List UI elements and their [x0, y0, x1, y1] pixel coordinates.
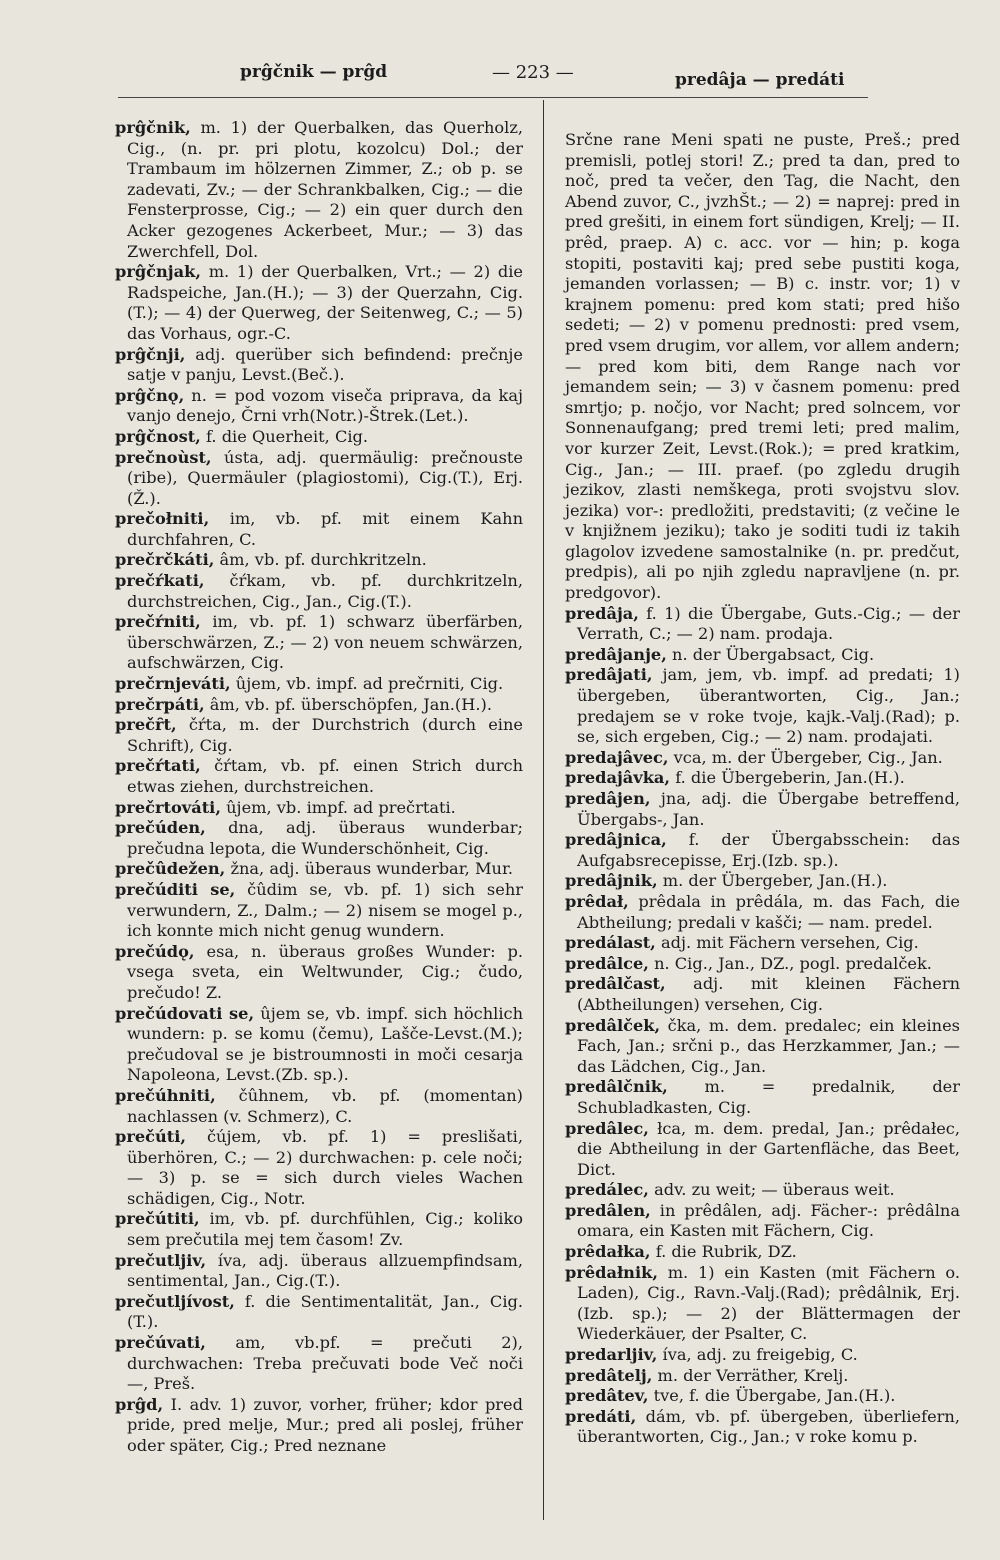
entry-headword: prêdał,	[565, 891, 629, 911]
entry-headword: predálec,	[565, 1180, 649, 1200]
entry-definition: adv. zu weit; — überaus weit.	[654, 1180, 895, 1200]
entry-headword: predálast,	[565, 933, 656, 953]
dictionary-entry	[115, 571, 523, 612]
entry-definition: čka, m. dem. predalec; ein kleines Fach, Jan.; srčni p., das Herzkammer, Jan.; — das Lädchen, Cig., Jan.	[577, 1015, 960, 1076]
entry-definition: dna, adj. überaus wunderbar; prečudna lepota, die Wunderschönheit, Cig.	[127, 818, 523, 858]
entry-definition: íva, adj. zu freigebig, C.	[662, 1345, 858, 1365]
entry-headword: prečutljiv,	[115, 1250, 207, 1270]
dictionary-entry	[565, 1386, 960, 1407]
entry-definition: m. = predalnik, der Schubladkasten, Cig.	[577, 1077, 960, 1117]
entry-definition: íva, adj. überaus allzuempfindsam, sentimental, Jan., Cig.(T.).	[127, 1250, 523, 1291]
entry-headword: predajâvka,	[565, 768, 671, 788]
entry-definition: f. die Querheit, Cig.	[205, 426, 369, 446]
entry-definition: m. der Übergeber, Jan.(H.).	[662, 871, 888, 891]
entry-headword: prečołniti,	[115, 509, 210, 529]
dictionary-entry	[565, 830, 960, 871]
entry-definition: vca, m. der Übergeber, Cig., Jan.	[673, 747, 943, 767]
header-rule	[118, 97, 868, 98]
entry-headword: prečúhniti,	[115, 1085, 216, 1105]
entry-definition: adj. querüber sich befindend: prečnje satje v panju, Levst.(Beč.).	[127, 344, 523, 385]
entry-definition: m. 1) ein Kasten (mit Fächern o. Laden), Cig., Ravn.-Valj.(Rad); prêdâlnik, Erj.(Izb. sp.); — 2) der Blättermagen der Wiederkäuer, der Psalter, C.	[577, 1262, 960, 1344]
entry-headword: predâlec,	[565, 1118, 649, 1138]
entry-headword: prečúditi se,	[115, 879, 236, 899]
entry-headword: prĝčnost,	[115, 426, 201, 446]
entry-definition: čŕta, m. der Durchstrich (durch eine Schrift), Cig.	[127, 715, 523, 755]
entry-definition: čûhnem, vb. pf. (momentan) nachlassen (v. Schmerz), C.	[127, 1085, 523, 1126]
dictionary-entry	[115, 818, 523, 859]
dictionary-entry	[565, 665, 960, 747]
entry-definition: I. adv. 1) zuvor, vorher, früher; kdor pred pride, pred melje, Mur.; pred ali poslej, früher oder später, Cig.; Pred neznane	[127, 1394, 523, 1455]
entry-headword: predâlen,	[565, 1200, 651, 1220]
entry-headword: prečnoùst,	[115, 447, 212, 467]
dictionary-entry	[565, 645, 960, 666]
entry-headword: predâtelj,	[565, 1365, 653, 1385]
entry-definition: m. der Verräther, Krelj.	[657, 1365, 849, 1385]
entry-headword: prečúdǫ,	[115, 941, 195, 961]
dictionary-entry	[115, 880, 523, 942]
entry-headword: prečúdovati se,	[115, 1003, 255, 1023]
entry-headword: prečrtováti,	[115, 797, 221, 817]
entry-definition: ûjem, vb. impf. ad prečrniti, Cig.	[235, 674, 504, 694]
entry-headword: predâjnik,	[565, 871, 658, 891]
entry-headword: predajâvec,	[565, 747, 669, 767]
entry-definition: Srčne rane Meni spati ne puste, Preš.; pred premisli, potlej stori! Z.; pred ta dan, pred to noč, pred ta večer, den Tag, die Nacht, den Abend zuvor, C., jvzhŠt.; — 2) = naprej: pred in pred grešiti, in einem fort sündigen, Krelj; — II. prêd, praep. A) c. acc. vor — hin; p. koga stopiti, postaviti kaj; pred sebe pustiti koga, jemanden vorlassen; — B) c. instr. vor; 1) v krajnem pomenu: pred kom stati; pred hišo sedeti; — 2) v pomenu prednosti: pred vsem, pred vsem drugim, vor allem, vor allem andern; — pred kom biti, dem Range nach vor jemandem sein; — 3) v časnem pomenu: pred smrtjo; p. nočjo, vor Nacht; pred solncem, vor Sonnenaufgang; pred tremi leti; pred malim, vor kurzer Zeit, Levst.(Rok.); = pred kratkim, Cig., Jan.; — III. praef. (po zgledu drugih jezikov, zlasti nemškega, proti svojstvu slov. jezika) vor-: predložiti, predstaviti; (z večine le v knjižnem jeziku); tako je soditi tudi iz takih glagolov izvedene samostalnike (n. pr. predčut, predpis), ali po njih zgledu napravljene (n. pr. predgovor).	[565, 130, 960, 603]
dictionary-entry	[565, 789, 960, 830]
entry-definition: n. = pod vozom viseča priprava, da kaj vanjo denejo, Črni vrh(Notr.)-Štrek.(Let.).	[127, 385, 523, 426]
column-divider	[543, 100, 544, 1520]
entry-definition: âm, vb. pf. überschöpfen, Jan.(H.).	[209, 694, 492, 714]
entry-definition: f. die Sentimentalität, Jan., Cig.(T.).	[127, 1291, 523, 1332]
entry-definition: in prêdâlen, adj. Fächer-: prêdâlna omara, ein Kasten mit Fächern, Cig.	[577, 1200, 960, 1241]
dictionary-entry	[115, 1395, 523, 1457]
entry-definition: f. 1) die Übergabe, Guts.-Cig.; — der Verrath, C.; — 2) nam. prodaja.	[577, 603, 960, 644]
dictionary-entry	[115, 1127, 523, 1209]
entry-headword: prĝd,	[115, 1394, 164, 1414]
entry-headword: predâlčnik,	[565, 1077, 668, 1097]
entry-definition: n. Cig., Jan., DZ., pogl. predalček.	[654, 953, 932, 973]
entry-headword: predâjanje,	[565, 644, 667, 664]
dictionary-entry	[565, 974, 960, 1015]
entry-headword: prĝčnǫ,	[115, 385, 185, 405]
dictionary-entry	[115, 1333, 523, 1395]
dictionary-entry	[565, 130, 960, 604]
dictionary-entry	[115, 715, 523, 756]
dictionary-entry	[565, 1407, 960, 1448]
entry-headword: prĝčnjak,	[115, 262, 201, 282]
entry-headword: prêdałnik,	[565, 1262, 658, 1282]
dictionary-entry	[565, 1366, 960, 1387]
entry-definition: f. die Übergeberin, Jan.(H.).	[675, 768, 905, 788]
entry-headword: prečûdežen,	[115, 859, 226, 879]
dictionary-entry	[565, 604, 960, 645]
entry-headword: prĝčnik,	[115, 118, 191, 137]
page-header	[0, 62, 1000, 96]
entry-headword: prečŕniti,	[115, 612, 201, 632]
dictionary-entry	[565, 768, 960, 789]
entry-definition: m. 1) der Querbalken, das Querholz, Cig., (n. pr. pri plotu, kozolcu) Dol.; der Trambaum im hölzernen Zimmer, Z.; ob p. se zadevati, Zv.; — der Schrankbalken, Cig.; — die Fensterprosse, Cig.; — 2) ein quer durch den Acker gezogenes Ackerbeet, Mur.; — 3) das Zwerchfell, Dol.	[127, 118, 523, 261]
entry-definition: n. der Übergabsact, Cig.	[672, 644, 875, 664]
entry-headword: prečrpáti,	[115, 694, 205, 714]
dictionary-entry	[565, 954, 960, 975]
dictionary-entry	[565, 1263, 960, 1345]
entry-headword: predâjnica,	[565, 830, 667, 850]
dictionary-entry	[115, 427, 523, 448]
entry-definition: adj. mit Fächern versehen, Cig.	[660, 933, 919, 953]
dictionary-entry	[115, 612, 523, 674]
entry-headword: predâlček,	[565, 1015, 661, 1035]
dictionary-entry	[565, 892, 960, 933]
entry-definition: čŕtam, vb. pf. einen Strich durch etwas ziehen, durchstreichen.	[127, 756, 523, 796]
dictionary-entry	[115, 695, 523, 716]
entry-headword: prečútiti,	[115, 1209, 200, 1229]
dictionary-entry	[565, 933, 960, 954]
left-column	[115, 118, 523, 1457]
entry-definition: im, vb. pf. durchfühlen, Cig.; koliko sem prečutila mej tem časom! Zv.	[127, 1209, 523, 1250]
header-right-guidewords: predâja — predáti	[675, 70, 845, 90]
entry-headword: prečutljívost,	[115, 1291, 235, 1311]
entry-definition: im, vb. pf. 1) schwarz überfärben, überschwärzen, Z.; — 2) von neuem schwärzen, aufschwärzen, Cig.	[127, 612, 523, 673]
page-number: — 223 —	[492, 62, 574, 83]
entry-headword: prečrčkáti,	[115, 550, 215, 570]
entry-headword: predarljiv,	[565, 1345, 658, 1365]
entry-headword: prečúden,	[115, 818, 206, 838]
entry-headword: predâjen,	[565, 789, 651, 808]
entry-headword: predáti,	[565, 1406, 637, 1426]
dictionary-entry	[115, 509, 523, 550]
dictionary-entry	[565, 871, 960, 892]
dictionary-entry	[115, 262, 523, 344]
entry-definition: ústa, adj. quermäulig: prečnouste (ribe), Quermäuler (plagiostomi), Cig.(T.), Erj.(Ž.).	[127, 447, 523, 508]
dictionary-entry	[115, 1292, 523, 1333]
dictionary-entry	[115, 756, 523, 797]
entry-definition: čújem, vb. pf. 1) = preslišati, überhören, C.; — 2) durchwachen: p. cele noči; — 3) p. se = sich durch vieles Wachen schädigen, Cig., Notr.	[127, 1127, 523, 1208]
dictionary-entry	[115, 345, 523, 386]
entry-headword: predâlčast,	[565, 974, 666, 994]
dictionary-entry	[115, 448, 523, 510]
dictionary-entry	[115, 674, 523, 695]
dictionary-entry	[565, 1077, 960, 1118]
entry-definition: adj. mit kleinen Fächern (Abtheilungen) versehen, Cig.	[577, 974, 960, 1014]
entry-definition: esa, n. überaus großes Wunder: p. vsega sveta, ein Weltwunder, Cig.; čudo, prečudo! Z.	[127, 941, 523, 1002]
dictionary-entry	[115, 118, 523, 262]
dictionary-entry	[115, 942, 523, 1004]
dictionary-entry	[565, 748, 960, 769]
dictionary-entry	[565, 1201, 960, 1242]
entry-headword: prečŕtati,	[115, 756, 201, 776]
entry-headword: predâjati,	[565, 665, 653, 685]
entry-definition: łca, m. dem. predal, Jan.; prêdałec, die Abtheilung in der Gartenfläche, das Beet, Dict.	[577, 1118, 960, 1179]
entry-headword: prečrnjeváti,	[115, 674, 231, 694]
entry-headword: prĝčnji,	[115, 344, 186, 364]
dictionary-entry	[565, 1119, 960, 1181]
entry-definition: dám, vb. pf. übergeben, überliefern, überantworten, Cig., Jan.; v roke komu p.	[577, 1406, 960, 1447]
dictionary-entry	[115, 1004, 523, 1086]
entry-definition: ûjem, vb. impf. ad prečrtati.	[226, 797, 456, 817]
entry-headword: prečȓt,	[115, 715, 177, 735]
entry-definition: tve, f. die Übergabe, Jan.(H.).	[653, 1386, 896, 1406]
dictionary-entry	[565, 1180, 960, 1201]
dictionary-entry	[115, 1251, 523, 1292]
entry-definition: f. die Rubrik, DZ.	[655, 1242, 797, 1262]
entry-definition: žna, adj. überaus wunderbar, Mur.	[230, 859, 514, 879]
entry-definition: am, vb.pf. = prečuti 2), durchwachen: Treba prečuvati bode Več noči —, Preš.	[127, 1333, 523, 1394]
entry-headword: predâlce,	[565, 953, 649, 973]
entry-headword: predâja,	[565, 603, 639, 623]
dictionary-entry	[115, 1086, 523, 1127]
entry-definition: âm, vb. pf. durchkritzeln.	[219, 550, 427, 570]
dictionary-entry	[115, 798, 523, 819]
entry-headword: prečúvati,	[115, 1333, 206, 1353]
right-column	[565, 130, 960, 1448]
entry-definition: jam, jem, vb. impf. ad predati; 1) übergeben, überantworten, Cig., Jan.; predajem se v roke tvoje, kajk.-Valj.(Rad); p. se, sich ergeben, Cig.; — 2) nam. prodajati.	[577, 665, 960, 747]
entry-headword: prečŕkati,	[115, 571, 205, 591]
entry-definition: im, vb. pf. mit einem Kahn durchfahren, C.	[127, 509, 523, 549]
entry-definition: prêdala in prêdála, m. das Fach, die Abtheilung; predali v kašči; — nam. predel.	[577, 891, 960, 932]
entry-headword: predâtev,	[565, 1386, 649, 1406]
entry-definition: čŕkam, vb. pf. durchkritzeln, durchstreichen, Cig., Jan., Cig.(T.).	[127, 571, 523, 611]
header-left-guidewords: prĝčnik — prĝd	[240, 62, 388, 82]
dictionary-entry	[115, 1209, 523, 1250]
entry-definition: čûdim se, vb. pf. 1) sich sehr verwundern, Z., Dalm.; — 2) nisem se mogel p., ich konnte mich nicht genug wundern.	[127, 879, 523, 941]
dictionary-entry	[115, 859, 523, 880]
dictionary-entry	[565, 1016, 960, 1078]
entry-definition: ûjem se, vb. impf. sich höchlich wundern: p. se komu (čemu), Lašče-Levst.(M.); prečudoval se je bistroumnosti in moči cesarja Napoleona, Levst.(Zb. sp.).	[127, 1003, 523, 1085]
entry-definition: f. der Übergabsschein: das Aufgabsrecepisse, Erj.(Izb. sp.).	[577, 830, 960, 870]
dictionary-entry	[565, 1242, 960, 1263]
entry-definition: jna, adj. die Übergabe betreffend, Übergabs-, Jan.	[577, 789, 960, 829]
entry-definition: m. 1) der Querbalken, Vrt.; — 2) die Radspeiche, Jan.(H.); — 3) der Querzahn, Cig. (T.); — 4) der Querweg, der Seitenweg, C.; — 5) das Vorhaus, ogr.-C.	[127, 262, 523, 343]
dictionary-entry	[565, 1345, 960, 1366]
dictionary-entry	[115, 550, 523, 571]
entry-headword: prečúti,	[115, 1127, 187, 1147]
dictionary-entry	[115, 386, 523, 427]
entry-headword: prêdałka,	[565, 1242, 651, 1262]
